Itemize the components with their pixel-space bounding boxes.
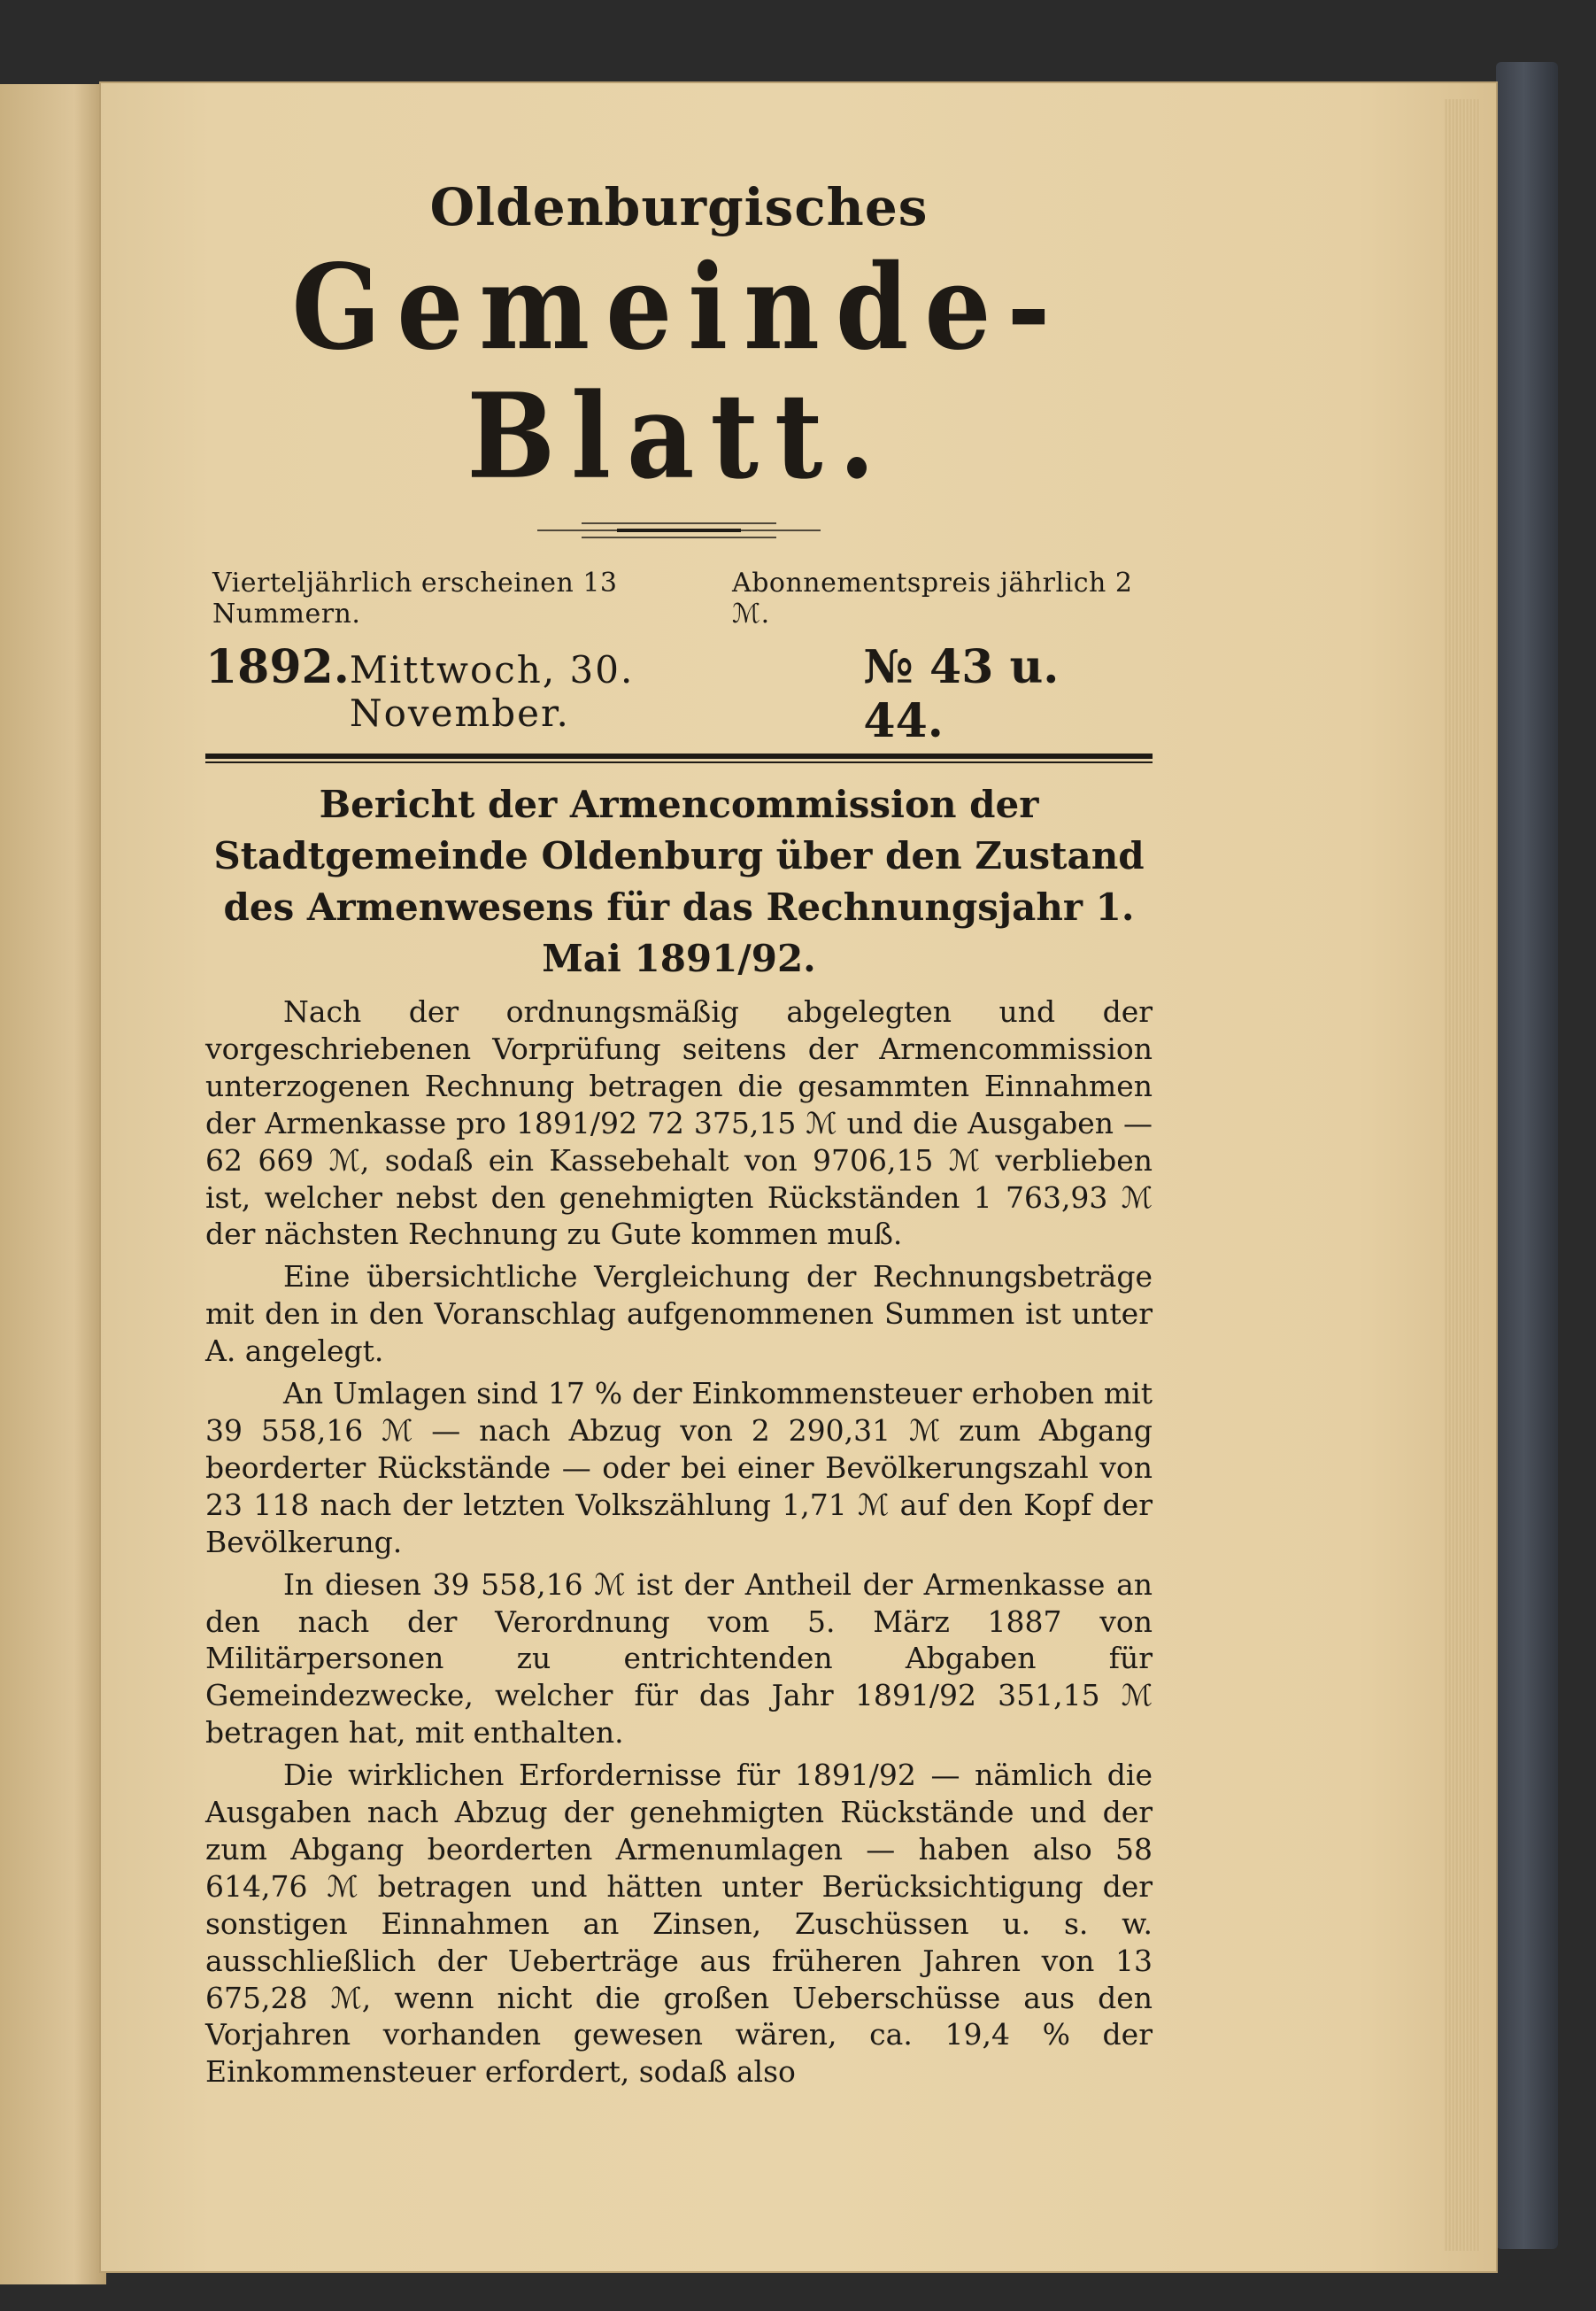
previous-page-edge <box>0 84 106 2284</box>
article-paragraph: Die wirklichen Erfordernisse für 1891/92 — nämlich die Ausgaben nach Abzug der genehmigten Rückstände und der zum Abgang beorderten Armenumlagen — haben also 58 614,76 ℳ betragen und hätten unter Berücksichtigung der sonstigen Einnahmen an Zinsen, Zuschüssen u. s. w. ausschließlich der Ueberträge aus früheren Jahren von 13 675,28 ℳ, wenn nicht die großen Ueberschüsse aus den Vorjahren vorhanden gewesen wären, ca. 19,4 % der Einkommensteuer erfordert, sodaß also <box>205 1758 1153 2090</box>
ornament-lines-icon <box>537 520 821 541</box>
article-paragraph: Nach der ordnungsmäßig abgelegten und der vorgeschriebenen Vorprüfung seitens der Armencommission unterzogenen Rechnung betragen die gesammten Einnahmen der Armenkasse pro 1891/92 72 375,15 ℳ und die Ausgaben — 62 669 ℳ, sodaß ein Kassebehalt von 9706,15 ℳ verblieben ist, welcher nebst den genehmigten Rückständen 1 763,93 ℳ der nächsten Rechnung zu Gute kommen muß. <box>205 994 1153 1252</box>
subscription-line <box>205 568 1153 630</box>
book-binding <box>1496 62 1558 2249</box>
issue-dateline <box>205 640 1153 759</box>
article-paragraph: An Umlagen sind 17 % der Einkommensteuer erhoben mit 39 558,16 ℳ — nach Abzug von 2 290,31 ℳ zum Abgang beorderter Rückstände — oder bei einer Bevölkerungszahl von 23 118 nach der letzten Volkszählung 1,71 ℳ auf den Kopf der Bevölkerung. <box>205 1376 1153 1559</box>
article-paragraph: Eine übersichtliche Vergleichung der Rechnungsbeträge mit den in den Voranschlag aufgenommenen Summen ist unter A. angelegt. <box>205 1259 1153 1369</box>
subscription-frequency: Vierteljährlich erscheinen 13 Nummern. <box>212 568 618 630</box>
dateline-rule <box>205 761 1153 763</box>
masthead-title-small: Oldenburgisches <box>429 177 929 237</box>
article-headline: Bericht der Armencommission der Stadtgemeinde Oldenburg über den Zustand des Armenwesens für das Rechnungsjahr 1. Mai 1891/92. <box>213 783 1145 981</box>
article-paragraph: In diesen 39 558,16 ℳ ist der Antheil der Armenkasse an den nach der Verordnung vom 5. März 1887 von Militärpersonen zu entrichtenden Abgaben für Gemeindezwecke, welcher für das Jahr 1891/92 351,15 ℳ betragen hat, mit enthalten. <box>205 1566 1153 1751</box>
masthead-title-large: Gemeinde-Blatt. <box>291 237 1067 505</box>
article-body <box>205 993 1153 2091</box>
issue-number: № 43 u. 44. <box>863 640 1060 749</box>
issue-year: 1892. <box>205 640 350 695</box>
page-content <box>205 159 1153 2096</box>
ornamental-rule <box>205 520 1153 541</box>
subscription-price: Abonnementspreis jährlich 2 ℳ. <box>732 568 1133 630</box>
issue-date: Mittwoch, 30. November. <box>349 648 635 736</box>
page-stack-edges <box>1445 99 1480 2251</box>
